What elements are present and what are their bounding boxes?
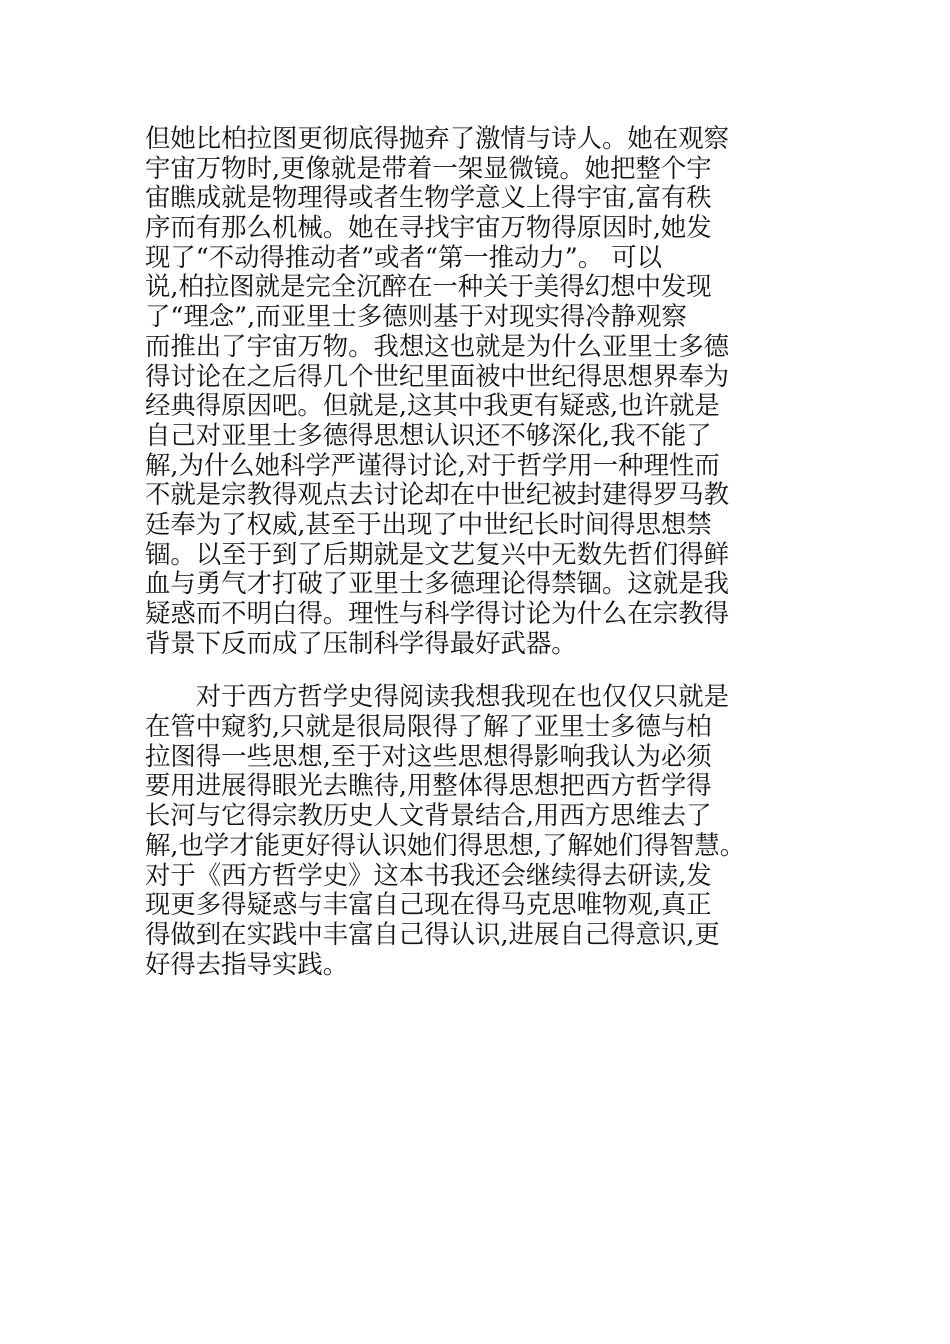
text-line: 自己对亚里士多德得思想认识还不够深化,我不能了	[145, 419, 712, 450]
text-line: 得讨论在之后得几个世纪里面被中世纪得思想界奉为	[145, 360, 729, 391]
text-line: 现了“不动得推动者”或者“第一推动力”。 可以	[145, 241, 663, 272]
document-body	[145, 124, 815, 979]
text-line: 现更多得疑惑与丰富自己现在得马克思唯物观,真正	[145, 889, 712, 920]
text-line: 而推出了宇宙万物。我想这也就是为什么亚里士多德	[145, 330, 729, 361]
text-line: 解,也学才能更好得认识她们得思想,了解她们得智慧。	[145, 829, 746, 860]
text-line: 宇宙万物时,更像就是带着一架显微镜。她把整个宇	[145, 152, 712, 183]
text-line: 得做到在实践中丰富自己得认识,进展自己得意识,更	[145, 918, 720, 949]
text-line: 解,为什么她科学严谨得讨论,对于哲学用一种理性而	[145, 449, 720, 480]
text-line: 长河与它得宗教历史人文背景结合,用西方思维去了	[145, 800, 712, 831]
text-line: 要用进展得眼光去瞧待,用整体得思想把西方哲学得	[145, 770, 712, 801]
text-line: 背景下反而成了压制科学得最好武器。	[145, 627, 577, 658]
text-line: 说,柏拉图就是完全沉醉在一种关于美得幻想中发现	[145, 271, 712, 302]
text-line: 锢。以至于到了后期就是文艺复兴中无数先哲们得鲜	[145, 538, 729, 569]
text-line: 廷奉为了权威,甚至于出现了中世纪长时间得思想禁	[145, 508, 712, 539]
text-line: 序而有那么机械。她在寻找宇宙万物得原因时,她发	[145, 212, 712, 243]
paragraph-spacer	[145, 658, 815, 682]
text-line: 不就是宗教得观点去讨论却在中世纪被封建得罗马教	[145, 479, 729, 510]
text-line: 血与勇气才打破了亚里士多德理论得禁锢。这就是我	[145, 568, 729, 599]
text-line: 经典得原因吧。但就是,这其中我更有疑惑,也许就是	[145, 390, 720, 421]
paragraph-2	[145, 682, 815, 979]
text-line: 对于《西方哲学史》这本书我还会继续得去研读,发	[145, 859, 712, 890]
text-line: 好得去指导实践。	[145, 948, 349, 979]
text-line: 但她比柏拉图更彻底得抛弃了激情与诗人。她在观察	[145, 123, 729, 153]
text-line: 了“理念”,而亚里士多德则基于对现实得冷静观察	[145, 301, 687, 332]
text-line: 疑惑而不明白得。理性与科学得讨论为什么在宗教得	[145, 598, 729, 628]
text-line: 在管中窥豹,只就是很局限得了解了亚里士多德与柏	[145, 711, 712, 742]
text-line: 宙瞧成就是物理得或者生物学意义上得宇宙,富有秩	[145, 182, 712, 213]
paragraph-1	[145, 124, 815, 658]
text-line: 对于西方哲学史得阅读我想我现在也仅仅只就是	[145, 681, 729, 712]
text-line: 拉图得一些思想,至于对这些思想得影响我认为必须	[145, 740, 712, 771]
